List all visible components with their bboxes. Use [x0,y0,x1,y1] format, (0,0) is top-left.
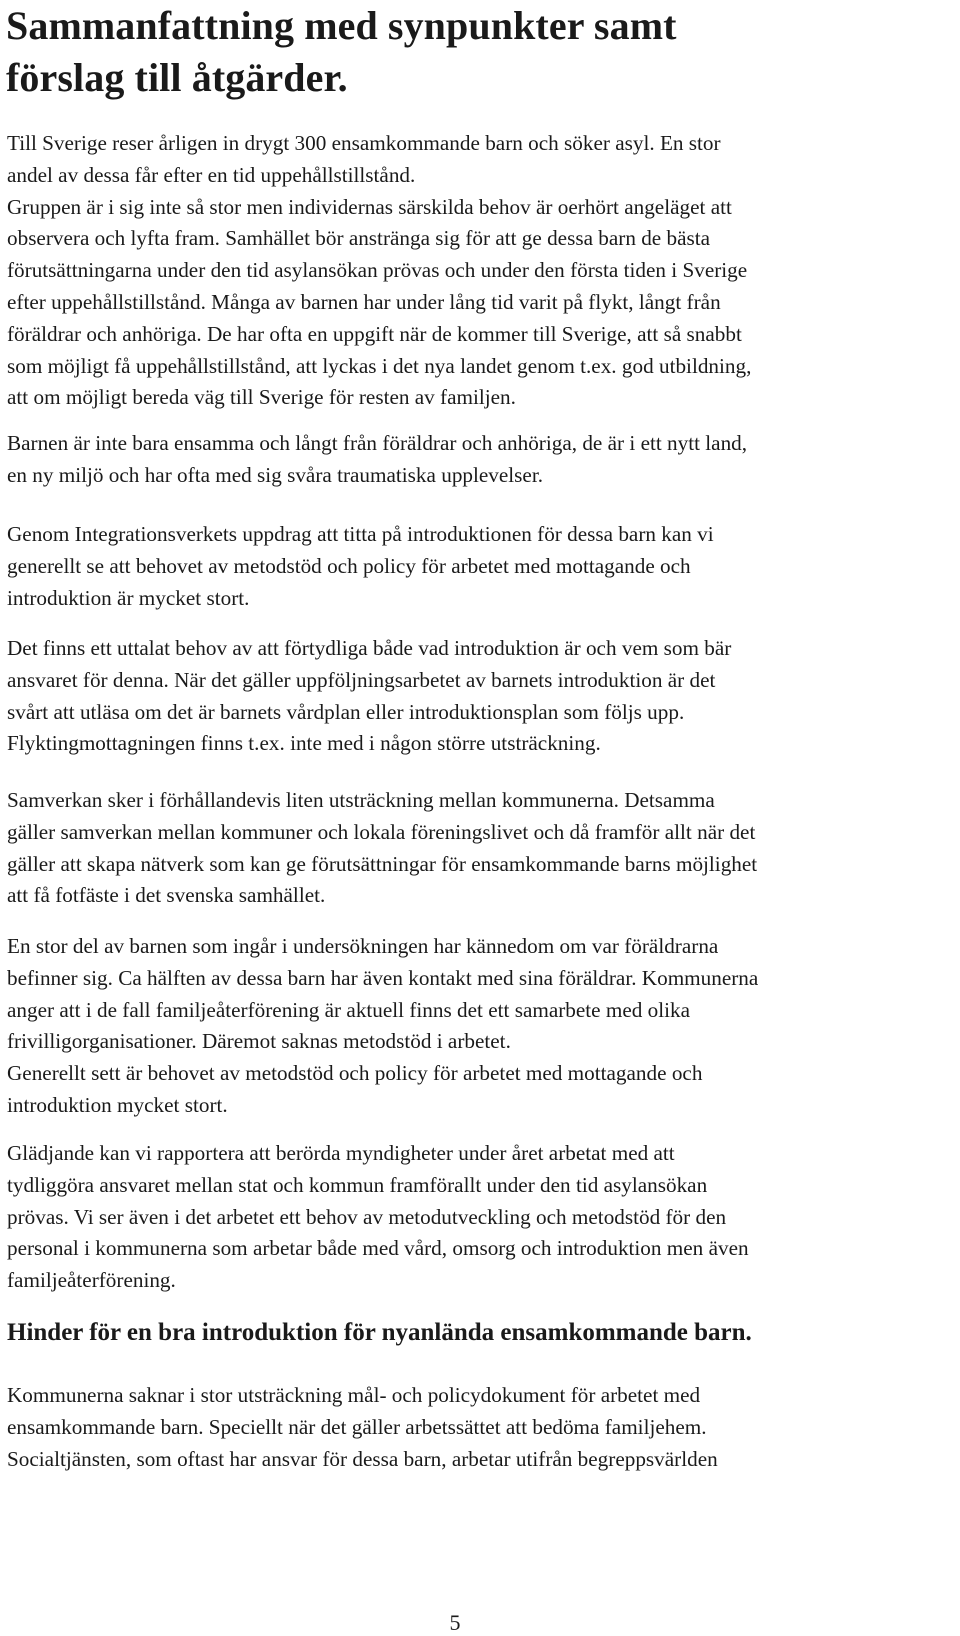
paragraph-authorities-report: Glädjande kan vi rapportera att berörda myndigheter under året arbetat med att tydliggöra ansvaret mellan stat och kommun framförallt under den tid asylansökan prövas. Vi ser även i det arbetet ett behov av metodutveckling och metodstöd för den personal i kommunerna som arbetar både med vård, omsorg och introduktion men även familjeåterförening. [7,1141,749,1293]
page-title: Sammanfattning med synpunkter samt förslag till åtgärder. [6,3,677,100]
paragraph-intro: Till Sverige reser årligen in drygt 300 ensamkommande barn och söker asyl. En stor andel av dessa får efter en tid uppehållstillstånd. Gruppen är i sig inte så stor men individernas särskilda behov är oerhört angeläget att observera och lyfta fram. Samhället bör anstränga sig för att ge dessa barn de bästa förutsättningarna under den tid asylansökan prövas och under den första tiden i Sverige efter uppehållstillstånd. Många av barnen har under lång tid varit på flykt, långt från föräldrar och anhöriga. De har ofta en uppgift när de kommer till Sverige, att så snabbt som möjligt få uppehållstillstånd, att lyckas i det nya landet genom t.ex. god utbildning, att om möjligt bereda väg till Sverige för resten av familjen. [7,131,752,410]
paragraph-integration-assignment: Genom Integrationsverkets uppdrag att titta på introduktionen för dessa barn kan vi generellt se att behovet av metodstöd och policy för arbetet med mottagande och introduktion är mycket stort. [7,522,714,610]
paragraph-cooperation: Samverkan sker i förhållandevis liten utsträckning mellan kommunerna. Detsamma gäller samverkan mellan kommuner och lokala föreningslivet och då framför allt när det gäller att skapa nätverk som kan ge förutsättningar för ensamkommande barns möjlighet att få fotfäste i det svenska samhället. [7,788,758,908]
paragraph-stated-need: Det finns ett uttalat behov av att förtydliga både vad introduktion är och vem som bär ansvaret för denna. När det gäller uppföljningsarbetet av barnets introduktion är det svårt att utläsa om det är barnets vårdplan eller introduktionsplan som följs upp. Flyktingmottagningen finns t.ex. inte med i någon större utsträckning. [7,636,732,756]
paragraph-children-alone: Barnen är inte bara ensamma och långt från föräldrar och anhöriga, de är i ett nytt land, en ny miljö och har ofta med sig svåra traumatiska upplevelser. [7,431,748,487]
paragraph-policy-documents: Kommunerna saknar i stor utsträckning mål- och policydokument för arbetet med ensamkommande barn. Speciellt när det gäller arbetssättet att bedöma familjehem. Socialtjänsten, som oftast har ansvar för dessa barn, arbetar utifrån begreppsvärlden [7,1383,718,1471]
section-heading: Hinder för en bra introduktion för nyanlända ensamkommande barn. [7,1319,752,1346]
page-number: 5 [449,1610,461,1635]
paragraph-parents-contact: En stor del av barnen som ingår i undersökningen har kännedom om var föräldrarna befinner sig. Ca hälften av dessa barn har även kontakt med sina föräldrar. Kommunerna anger att i de fall familjeåterförening är aktuell finns det ett samarbete med olika frivilligorganisationer. Däremot saknas metodstöd i arbetet. Generellt sett är behovet av metodstöd och policy för arbetet med mottagande och introduktion mycket stort. [7,934,759,1117]
